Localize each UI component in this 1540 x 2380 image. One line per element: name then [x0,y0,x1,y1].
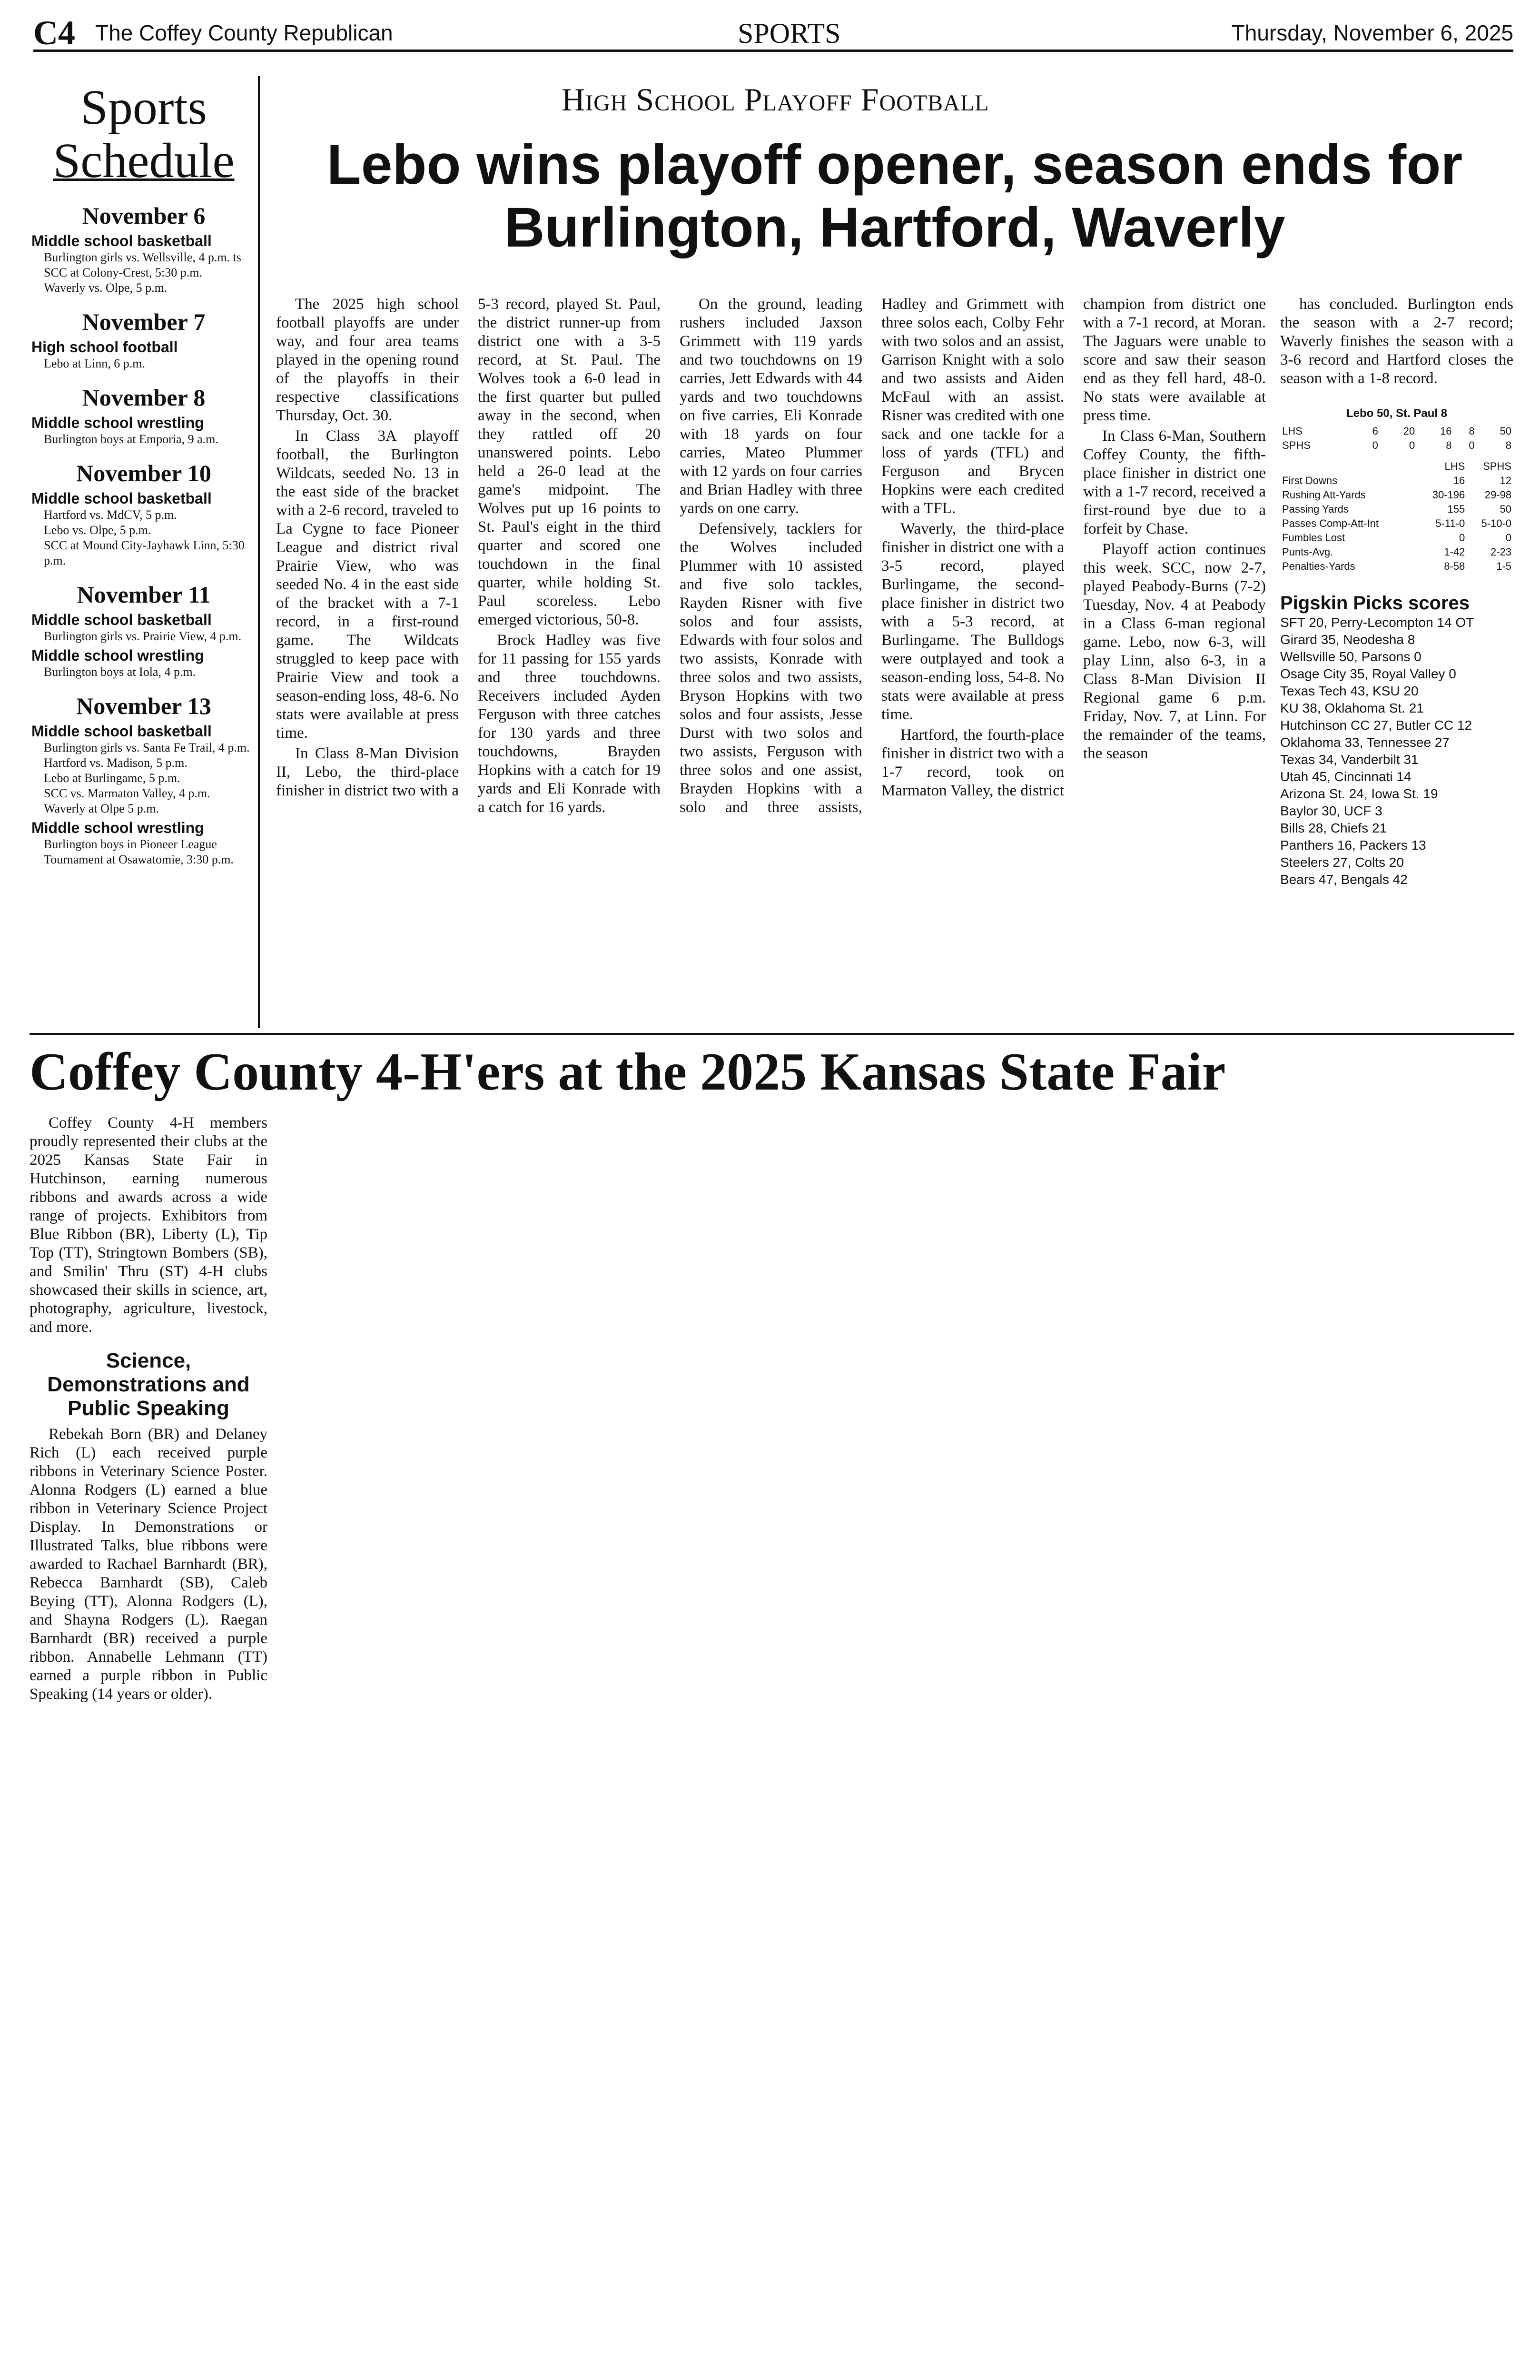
picks-score-line: KU 38, Oklahoma St. 21 [1280,701,1424,715]
picks-score-line: Texas Tech 43, KSU 20 [1280,684,1419,698]
stat-value: 0 [1459,532,1465,544]
schedule-event-title: Middle school basketball [31,490,212,507]
schedule-day [30,581,258,680]
schedule-date: November 7 [82,308,206,335]
stat-value: 5-10-0 [1481,517,1511,529]
stat-value: 155 [1447,503,1465,515]
story-paragraph: In Class 8-Man Division II, Lebo, the third-place finisher in district two with a 5-3 record, played St. Paul, the district runner-up from district one with a 3-5 record, at St. Paul. The Wolves took a 6-0 lead in the first quarter but pulled away in the second, when they rattled off 20 unanswered points. Lebo held a 26-0 lead at the game's midpoint. The Wolves put up 16 points to St. Paul's eight in the third quarter and scored one touchdown in the final quarter, while holding St. Paul scoreless. Lebo emerged victorious, 50-8. [276,296,661,799]
schedule-event-title: Middle school basketball [31,611,212,628]
picks-score-line: Bears 47, Bengals 42 [1280,872,1408,887]
schedule-event-line: Burlington girls vs. Santa Fe Trail, 4 p.m. [44,741,250,754]
story-paragraph: In Class 6-Man, Southern Coffey County, the fifth-place finisher in district one with a 1-7 record, received a first-round bye due to a forfeit by Chase. [1083,427,1266,537]
box-score [1280,407,1513,574]
schedule-date: November 13 [76,693,211,719]
story-paragraph: has concluded. Burlington ends the season with a 2-7 record; Waverly finishes the season with a 3-6 record and Hartford closes the season with a 1-8 record. [1280,296,1513,387]
schedule-day [30,202,258,296]
stat-row [1280,545,1513,559]
schedule-event-title: Middle school basketball [31,723,212,740]
stat-label: Rushing Att-Yards [1282,489,1366,501]
picks-score-line: Texas 34, Vanderbilt 31 [1280,752,1419,767]
schedule-title-line2: Schedule [53,133,235,188]
section-divider [30,1033,1514,1035]
schedule-event-title: Middle school wrestling [31,819,204,836]
story-kicker: High School Playoff Football [562,81,989,118]
schedule-days [30,202,258,867]
schedule-date: November 10 [76,460,211,486]
stats-header: LHS [1444,460,1465,472]
schedule-event-line: Lebo vs. Olpe, 5 p.m. [44,523,151,537]
story-paragraph: Hartford, the fourth-place finisher in district two with a 1-7 record, took on Marmaton Valley, the district champion from district one with a 7-1 record, at Moran. The Jaguars were unable to score and saw their season end as they fell hard, 48-0. No stats were available at press time. [881,296,1266,799]
schedule-date: November 8 [82,384,206,411]
picks-score-line: Osage City 35, Royal Valley 0 [1280,666,1456,681]
picks-score-line: Baylor 30, UCF 3 [1280,803,1382,818]
schedule-event-line: SCC vs. Marmaton Valley, 4 p.m. [44,786,210,800]
fair-column-1 [30,1114,267,1706]
schedule-title-line1: Sports [80,80,207,135]
picks-score-line: Girard 35, Neodesha 8 [1280,632,1415,647]
picks-score-line: Bills 28, Chiefs 21 [1280,821,1387,835]
stat-value: 12 [1500,475,1511,486]
stat-value: 50 [1500,503,1511,515]
quarter-score: 20 [1403,425,1415,437]
schedule-event-title: Middle school wrestling [31,414,204,431]
schedule-date: November 6 [82,202,206,229]
schedule-event-line: Waverly at Olpe 5 p.m. [44,802,159,815]
quarter-score: 8 [1446,439,1452,451]
stat-value: 1-42 [1444,546,1465,558]
final-score: 8 [1505,439,1511,451]
stat-row [1280,488,1513,502]
schedule-day [30,459,258,568]
quarter-score: 8 [1469,425,1475,437]
schedule-event-title: Middle school basketball [31,232,212,249]
schedule-title [30,81,258,188]
schedule-event-line: SCC at Colony-Crest, 5:30 p.m. [44,266,202,279]
story-paragraph: The 2025 high school football playoffs are under way, and four area teams played in the opening round of the playoffs in their respective classifications Thursday, Oct. 30. [276,296,459,424]
paper-name: The Coffey County Republican [95,20,393,45]
story-paragraph: Brock Hadley was five for 11 passing for 155 yards and three touchdowns. Receivers included Ayden Ferguson with three catches for 130 yards and three touchdowns, Brayden Hopkins with a catch for 19 yards and Eli Konrade with a catch for 16 yards. [478,632,661,816]
stat-row [1280,502,1513,516]
schedule-day [30,308,258,371]
schedule-day [30,692,258,867]
stat-label: Passing Yards [1282,503,1349,515]
sports-schedule [30,76,260,1028]
stat-value: 29-98 [1484,489,1511,501]
picks-list [1280,614,1513,888]
box-score-row [1280,438,1513,453]
stat-value: 2-23 [1490,546,1511,558]
box-score-table [1280,424,1513,453]
picks-score-line: Arizona St. 24, Iowa St. 19 [1280,786,1438,801]
team-stats-table [1280,459,1513,574]
picks-title: Pigskin Picks scores [1280,593,1470,614]
story-paragraph: Playoff action continues this week. SCC, now 2-7, played Peabody-Burns (7-2) Tuesday, Nov. 4 at Peabody in a Class 6-man regional game. Lebo, now 6-3, will play Linn, also 6-3, in a Class 8-Man Division II Regional game 6 p.m. Friday, Nov. 7, at Linn. For the remainder of the teams, the season [1083,541,1266,762]
schedule-event-line: Burlington girls vs. Wellsville, 4 p.m. ts [44,250,241,264]
stat-row [1280,516,1513,531]
story-paragraph: Defensively, tacklers for the Wolves included Plummer with 10 assisted and five solo tackles, Rayden Risner with five solos and four assists, Edwards with four solos and two assists, Konrade with three solos and two assists, Bryson Hopkins with two solos and four assists, Jesse Durst with two solos and two assists, Ferguson with three solos and one assist, Brayden Hopkins with a solo and three assists, Hadley and Grimmett with three solos each, Colby Fehr with two solos and an assist, Garrison Knight with a solo and two assists and Aiden McFaul with an assist. Risner was credited with one sack and one tackle for a loss of yards (TFL) and Ferguson and Brycen Hopkins were each credited with a TFL. [680,296,1064,816]
page-number: C4 [33,14,75,52]
stat-label: Penalties-Yards [1282,560,1355,572]
schedule-event-title: Middle school wrestling [31,647,204,664]
fair-intro: Coffey County 4-H members proudly represented their clubs at the 2025 Kansas State Fair in Hutchinson, earning numerous ribbons and awards across a wide range of projects. Exhibitors from Blue Ribbon (BR), Liberty (L), Tip Top (TT), Stringtown Bombers (SB), and Smilin' Thru (ST) 4-H clubs showcased their skills in science, art, photography, agriculture, livestock, and more. [30,1114,267,1336]
team-abbr: LHS [1282,425,1303,437]
issue-date: Thursday, November 6, 2025 [1231,20,1513,45]
stat-row [1280,531,1513,545]
story-paragraph: On the ground, leading rushers included Jaxson Grimmett with 119 yards and two touchdowns on 19 carries, Jett Edwards with 44 yards and two touchdowns on five carries, Eli Konrade with 18 yards on four carries, Mateo Plummer with 12 yards on four carries and Brian Hadley with three yards on one carry. [680,296,862,517]
stats-header-row [1280,459,1513,474]
picks-score-line: Wellsville 50, Parsons 0 [1280,649,1422,664]
stat-label: Punts-Avg. [1282,546,1333,558]
section-name: SPORTS [738,18,841,49]
box-score-title: Lebo 50, St. Paul 8 [1346,407,1448,420]
quarter-score: 0 [1372,439,1378,451]
story-paragraph: In Class 3A playoff football, the Burlington Wildcats, seeded No. 13 in the east side of the bracket with a 2-6 record, traveled to La Cygne to face Pioneer League and district rival Prairie View, who was seeded No. 4 in the east side of the bracket with a 7-1 record, in a first-round game. The Wildcats struggled to keep pace with Prairie View and took a season-ending loss, 48-6. No stats were available at press time. [276,427,459,742]
team-abbr: SPHS [1282,439,1311,451]
picks-score-line: Hutchinson CC 27, Butler CC 12 [1280,718,1472,733]
schedule-event-line: Burlington girls vs. Prairie View, 4 p.m. [44,629,242,643]
quarter-score: 16 [1440,425,1452,437]
stats-header: SPHS [1483,460,1511,472]
schedule-event-line: Lebo at Linn, 6 p.m. [44,357,146,370]
story-paragraph: Waverly, the third-place finisher in district one with a 3-5 record, played Burlingame, the second-place finisher in district two with a 5-3 record, at Burlingame. The Bulldogs were outplayed and took a season-ending loss, 54-8. No stats were available at press time. [881,520,1064,723]
picks-score-line: Panthers 16, Packers 13 [1280,838,1426,853]
quarter-score: 6 [1372,425,1378,437]
fair-subhead: Science, Demonstrations and Public Speaking [47,1349,250,1420]
quarter-score: 0 [1469,439,1475,451]
masthead [33,13,1513,52]
fair-paragraph: Rebekah Born (BR) and Delaney Rich (L) each received purple ribbons in Veterinary Science Poster. Alonna Rodgers (L) earned a blue ribbon in Veterinary Science Project Display. In Demonstrations or Illustrated Talks, blue ribbons were awarded to Rachael Barnhardt (BR), Rebecca Barnhardt (SB), Caleb Beying (TT), Alonna Rodgers (L), and Shayna Rodgers (L). Raegan Barnhardt (BR) received a purple ribbon. Annabelle Lehmann (TT) earned a purple ribbon in Public Speaking (14 years or older). [30,1426,267,1703]
schedule-event-line: SCC at Mound City-Jayhawk Linn, 5:30 p.m. [44,538,245,567]
schedule-day [30,384,258,447]
stat-label: First Downs [1282,475,1338,486]
schedule-event-line: Burlington boys at Iola, 4 p.m. [44,665,196,679]
schedule-event-line: Hartford vs. Madison, 5 p.m. [44,756,188,770]
schedule-event-line: Hartford vs. MdCV, 5 p.m. [44,508,177,522]
picks-score-line: Steelers 27, Colts 20 [1280,855,1404,870]
picks-score-line: Oklahoma 33, Tennessee 27 [1280,735,1450,750]
final-score: 50 [1500,425,1511,437]
picks-score-line: SFT 20, Perry-Lecompton 14 OT [1280,615,1474,630]
picks-score-line: Utah 45, Cincinnati 14 [1280,769,1412,784]
schedule-date: November 11 [77,581,211,608]
story-sidebar [1280,295,1513,1038]
stat-value: 30-196 [1432,489,1465,501]
schedule-event-line: Burlington boys at Emporia, 9 a.m. [44,432,218,446]
stat-row [1280,559,1513,574]
stat-value: 1-5 [1496,560,1511,572]
stat-row [1280,474,1513,488]
stat-value: 8-58 [1444,560,1465,572]
schedule-event-line: Burlington boys in Pioneer League Tournament at Osawatomie, 3:30 p.m. [44,837,234,866]
story-headline: Lebo wins playoff opener, season ends for Burlington, Hartford, Waverly [326,133,1463,259]
schedule-event-title: High school football [31,338,178,356]
stat-value: 5-11-0 [1435,517,1465,529]
stat-value: 16 [1453,475,1465,486]
schedule-event-line: Waverly vs. Olpe, 5 p.m. [44,281,168,295]
stat-label: Fumbles Lost [1282,532,1345,544]
quarter-score: 0 [1409,439,1415,451]
schedule-event-line: Lebo at Burlingame, 5 p.m. [44,771,180,785]
stat-value: 0 [1505,532,1511,544]
box-score-row [1280,424,1513,438]
fair-headline: Coffey County 4-H'ers at the 2025 Kansas State Fair [30,1042,1226,1101]
stat-label: Passes Comp-Att-Int [1282,517,1379,529]
story-body [276,295,1266,1038]
